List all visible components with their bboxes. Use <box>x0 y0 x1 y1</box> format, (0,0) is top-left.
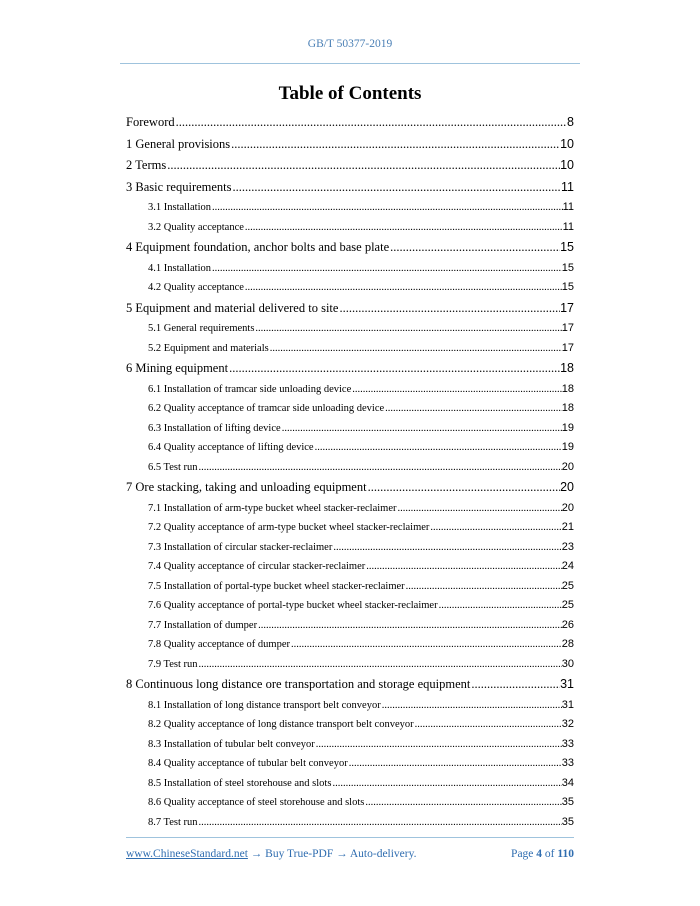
toc-dot-leader <box>348 754 562 774</box>
toc-entry-label: 7.8 Quality acceptance of dumper <box>148 639 290 650</box>
toc-entry[interactable] <box>126 499 574 519</box>
toc-entry-label: Foreword <box>126 115 175 129</box>
toc-dot-leader <box>315 735 562 755</box>
toc-entry-page: 32 <box>561 718 574 730</box>
page-of: of <box>544 848 555 860</box>
arrow-icon: → <box>336 848 348 860</box>
toc-entry[interactable] <box>126 134 574 156</box>
toc-entry-label: 8.2 Quality acceptance of long distance transport belt conveyor <box>148 719 414 730</box>
toc-entry-label: 7 Ore stacking, taking and unloading equipment <box>126 480 367 494</box>
toc-entry-label: 7.4 Quality acceptance of circular stacker-reclaimer <box>148 561 366 572</box>
toc-entry-page: 21 <box>561 521 574 533</box>
toc-entry-label: 8.6 Quality acceptance of steel storehouse and slots <box>148 797 365 808</box>
toc-dot-leader <box>198 458 562 478</box>
toc-entry-page: 17 <box>561 322 574 334</box>
toc-entry[interactable] <box>126 380 574 400</box>
toc-entry-label: 7.3 Installation of circular stacker-reclaimer <box>148 541 333 553</box>
toc-dot-leader <box>244 278 562 298</box>
toc-dot-leader <box>414 715 562 735</box>
toc-entry-label: 2 Terms <box>126 158 167 172</box>
toc-dot-leader <box>470 674 560 696</box>
toc-entry-label: 5.1 General requirements <box>148 323 255 334</box>
toc-entry[interactable] <box>126 754 574 774</box>
toc-entry-page: 20 <box>560 480 574 494</box>
toc-entry-page: 11 <box>562 201 574 213</box>
toc-entry-page: 33 <box>561 757 574 769</box>
toc-entry[interactable] <box>126 319 574 339</box>
toc-dot-leader <box>254 319 561 339</box>
toc-entry-label: 3.1 Installation <box>148 202 211 213</box>
toc-entry-label: 6.5 Test run <box>148 461 198 473</box>
toc-entry-label: 6 Mining equipment <box>126 361 229 375</box>
toc-dot-leader <box>228 358 560 380</box>
toc-dot-leader <box>232 177 561 199</box>
toc-entry-label: 7.7 Installation of dumper <box>148 619 258 631</box>
toc-entry[interactable] <box>126 793 574 813</box>
toc-entry-page: 10 <box>560 136 574 151</box>
toc-entry-page: 31 <box>560 677 574 691</box>
toc-entry[interactable] <box>126 674 574 696</box>
toc-entry-label: 8.4 Quality acceptance of tubular belt conveyor <box>148 758 348 769</box>
toc-entry-page: 30 <box>561 657 574 670</box>
toc-entry-label: 4.1 Installation <box>148 262 211 274</box>
toc-entry[interactable] <box>126 735 574 755</box>
toc-entry-label: 7.5 Installation of portal-type bucket wheel stacker-reclaimer <box>148 580 405 592</box>
toc-dot-leader <box>332 538 561 558</box>
toc-entry[interactable] <box>126 339 574 359</box>
toc-entry-page: 35 <box>561 796 574 808</box>
toc-entry[interactable] <box>126 538 574 558</box>
toc-entry-page: 26 <box>561 618 574 631</box>
footer-divider <box>126 837 574 838</box>
page-word: Page <box>511 848 534 860</box>
toc-entry[interactable] <box>126 477 574 499</box>
toc-entry-label: 4 Equipment foundation, anchor bolts and base plate <box>126 240 390 254</box>
toc-entry-page: 31 <box>561 698 574 711</box>
toc-entry-page: 15 <box>560 240 574 254</box>
toc-entry[interactable] <box>126 596 574 616</box>
toc-entry-page: 34 <box>561 776 574 789</box>
toc-entry-page: 33 <box>561 737 574 750</box>
toc-entry[interactable] <box>126 177 574 199</box>
toc-entry-page: 35 <box>561 815 574 828</box>
toc-dot-leader <box>338 298 560 320</box>
toc-entry-label: 6.2 Quality acceptance of tramcar side unloading device <box>148 403 385 414</box>
toc-entry[interactable] <box>126 198 574 218</box>
toc-entry-page: 20 <box>561 460 574 473</box>
toc-list <box>126 112 574 832</box>
toc-entry-label: 3 Basic requirements <box>126 179 232 194</box>
toc-entry[interactable] <box>126 155 574 177</box>
toc-entry-page: 15 <box>561 261 574 274</box>
toc-dot-leader <box>365 557 562 577</box>
toc-dot-leader <box>230 134 560 156</box>
toc-dot-leader <box>381 696 562 716</box>
toc-entry[interactable] <box>126 616 574 636</box>
toc-dot-leader <box>211 198 563 218</box>
page-current: 4 <box>536 848 543 860</box>
header-divider <box>120 63 580 64</box>
toc-entry-label: 5 Equipment and material delivered to site <box>126 300 339 315</box>
toc-entry[interactable] <box>126 813 574 833</box>
toc-entry-page: 18 <box>560 361 574 375</box>
toc-dot-leader <box>384 399 562 419</box>
toc-entry[interactable] <box>126 438 574 458</box>
toc-entry-label: 6.4 Quality acceptance of lifting device <box>148 442 314 453</box>
page-title: Table of Contents <box>278 83 422 104</box>
toc-entry-page: 17 <box>560 300 574 315</box>
toc-entry[interactable] <box>126 774 574 794</box>
toc-entry[interactable] <box>126 298 574 320</box>
toc-dot-leader <box>198 813 562 833</box>
toc-dot-leader <box>175 112 567 134</box>
page-total: 110 <box>557 848 574 860</box>
toc-entry-label: 6.1 Installation of tramcar side unloading device <box>148 383 352 395</box>
site-link[interactable]: www.ChineseStandard.net <box>126 848 248 860</box>
toc-entry-label: 4.2 Quality acceptance <box>148 282 244 293</box>
toc-entry[interactable] <box>126 635 574 655</box>
toc-entry-page: 18 <box>561 382 574 395</box>
toc-dot-leader <box>331 774 561 794</box>
toc-dot-leader <box>166 155 560 177</box>
toc-dot-leader <box>281 419 562 439</box>
toc-entry-label: 7.2 Quality acceptance of arm-type bucket wheel stacker-reclaimer <box>148 522 430 533</box>
toc-entry[interactable] <box>126 399 574 419</box>
footer <box>126 848 574 860</box>
toc-dot-leader <box>429 518 561 538</box>
toc-entry-page: 18 <box>561 402 574 414</box>
toc-dot-leader <box>367 477 561 499</box>
delivery-text: Auto-delivery. <box>349 848 417 860</box>
toc-dot-leader <box>290 635 562 655</box>
buy-link[interactable]: Buy True-PDF <box>265 848 334 860</box>
toc-entry-page: 8 <box>567 115 574 129</box>
toc-dot-leader <box>257 616 562 636</box>
toc-entry-page: 25 <box>561 599 574 611</box>
toc-entry[interactable] <box>126 259 574 279</box>
toc-entry[interactable] <box>126 458 574 478</box>
toc-dot-leader <box>211 259 562 279</box>
toc-entry-page: 11 <box>561 179 574 194</box>
toc-entry-page: 24 <box>561 560 574 572</box>
toc-entry-page: 25 <box>561 579 574 592</box>
toc-entry-label: 3.2 Quality acceptance <box>148 221 244 233</box>
header-standard-code: GB/T 50377-2019 <box>307 38 393 50</box>
toc-entry-label: 7.9 Test run <box>148 658 198 670</box>
toc-entry[interactable] <box>126 655 574 675</box>
footer-left <box>126 848 417 860</box>
toc-entry[interactable] <box>126 237 574 259</box>
toc-dot-leader <box>244 218 563 238</box>
toc-dot-leader <box>351 380 562 400</box>
toc-entry[interactable] <box>126 112 574 134</box>
toc-entry-label: 7.6 Quality acceptance of portal-type bucket wheel stacker-reclaimer <box>148 600 438 611</box>
toc-entry-label: 8.7 Test run <box>148 816 198 828</box>
toc-entry-label: 8.5 Installation of steel storehouse and slots <box>148 777 332 789</box>
toc-dot-leader <box>314 438 562 458</box>
toc-entry-page: 17 <box>561 341 574 354</box>
toc-entry-label: 8.1 Installation of long distance transport belt conveyor <box>148 699 381 711</box>
toc-entry[interactable] <box>126 518 574 538</box>
toc-entry[interactable] <box>126 557 574 577</box>
toc-entry-label: 8 Continuous long distance ore transportation and storage equipment <box>126 677 471 691</box>
toc-dot-leader <box>198 655 562 675</box>
toc-entry[interactable] <box>126 358 574 380</box>
toc-entry-label: 6.3 Installation of lifting device <box>148 422 281 434</box>
toc-entry-page: 15 <box>561 281 574 293</box>
toc-entry-page: 28 <box>561 638 574 650</box>
toc-dot-leader <box>364 793 561 813</box>
arrow-icon: → <box>250 848 263 860</box>
page-indicator <box>511 848 574 860</box>
toc-entry-label: 5.2 Equipment and materials <box>148 342 269 354</box>
toc-entry[interactable] <box>126 278 574 298</box>
toc-entry-page: 23 <box>561 540 574 553</box>
toc-dot-leader <box>269 339 562 359</box>
toc-entry-page: 10 <box>560 158 574 172</box>
toc-entry-page: 11 <box>562 220 574 233</box>
toc-dot-leader <box>396 499 561 519</box>
toc-entry[interactable] <box>126 577 574 597</box>
toc-entry-label: 8.3 Installation of tubular belt conveyor <box>148 738 315 750</box>
toc-entry[interactable] <box>126 715 574 735</box>
toc-entry-page: 19 <box>561 421 574 434</box>
toc-dot-leader <box>405 577 562 597</box>
toc-entry-page: 19 <box>561 441 574 453</box>
toc-dot-leader <box>438 596 562 616</box>
toc-entry-label: 7.1 Installation of arm-type bucket wheel stacker-reclaimer <box>148 502 397 514</box>
toc-entry-label: 1 General provisions <box>126 136 231 151</box>
toc-dot-leader <box>389 237 560 259</box>
toc-entry[interactable] <box>126 696 574 716</box>
toc-entry[interactable] <box>126 218 574 238</box>
toc-entry[interactable] <box>126 419 574 439</box>
toc-entry-page: 20 <box>561 501 574 514</box>
